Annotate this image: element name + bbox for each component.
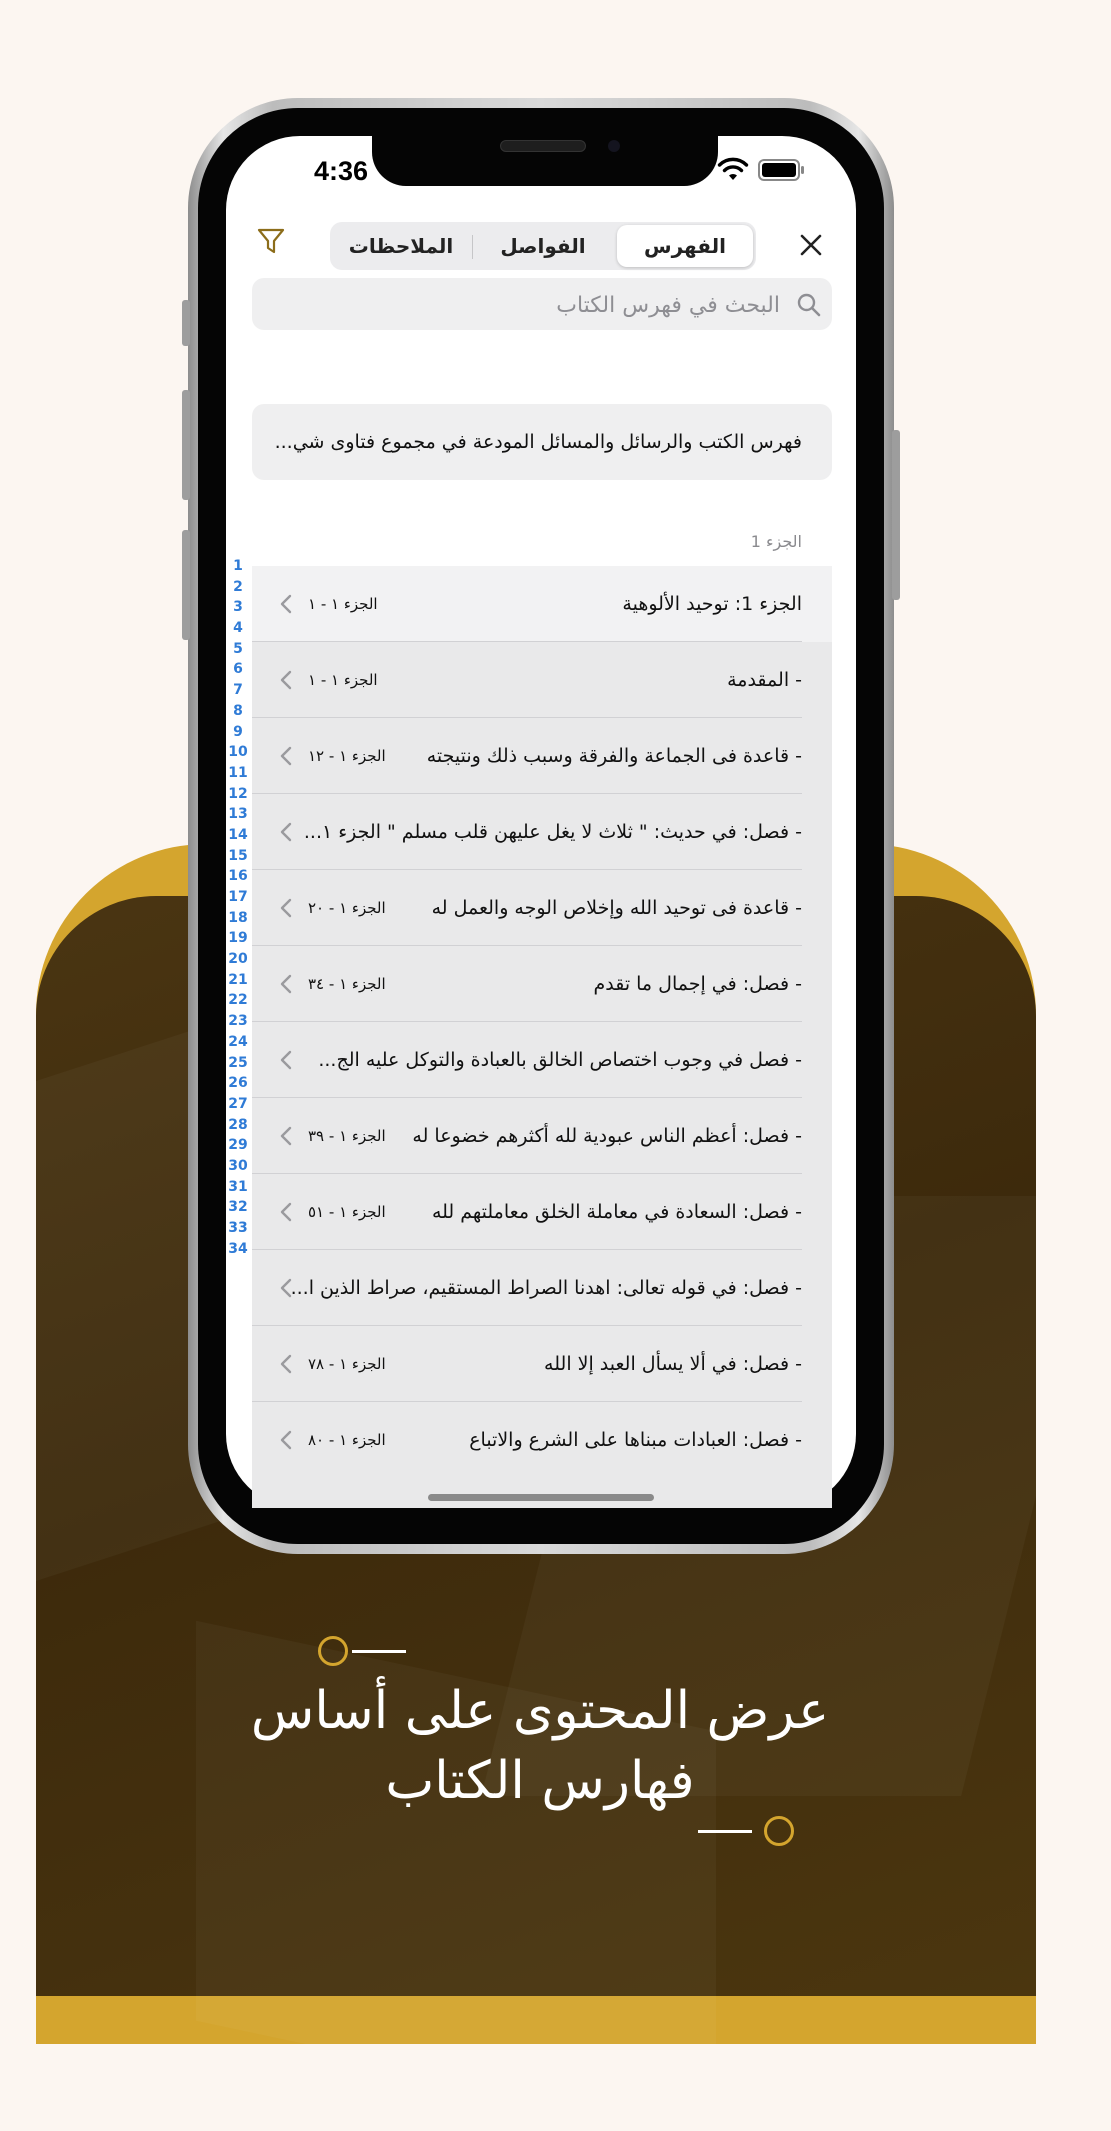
status-time: 4:36 [314, 156, 369, 186]
index-strip-number[interactable]: 29 [228, 1137, 248, 1154]
index-strip-number[interactable]: 5 [233, 640, 243, 657]
list-item[interactable] [252, 1174, 832, 1250]
tagline-line-1: عرض المحتوى على أساس [250, 1681, 830, 1741]
list-item[interactable] [252, 1098, 832, 1174]
list-item-title: - فصل: العبادات مبناها على الشرع والاتباع [469, 1429, 802, 1451]
index-list [252, 566, 832, 1508]
index-strip-number[interactable]: 24 [228, 1033, 248, 1050]
notch [372, 136, 718, 186]
section-header: الجزء 1 [750, 532, 802, 551]
list-item-ref: الجزء ١ - ٨٠ [308, 1431, 386, 1449]
list-item[interactable] [252, 1250, 832, 1326]
book-title: فهرس الكتب والرسائل والمسائل المودعة في مجموع فتاوى شي... [274, 431, 802, 453]
index-strip-number[interactable]: 14 [228, 826, 248, 843]
list-item-ref: الجزء ١ - ٥١ [308, 1203, 386, 1221]
index-strip-number[interactable]: 30 [228, 1157, 248, 1174]
list-item-title: - قاعدة فى الجماعة والفرقة وسبب ذلك ونتيجته [426, 745, 802, 767]
index-strip-number[interactable]: 28 [228, 1116, 248, 1133]
index-strip-number[interactable]: 18 [228, 909, 248, 926]
phone-volume-down [182, 530, 190, 640]
decoration-line-top [352, 1650, 406, 1653]
index-strip-number[interactable]: 22 [228, 992, 248, 1009]
close-button[interactable] [796, 230, 826, 260]
tab-bookmarks[interactable]: الفواصل [500, 234, 586, 258]
index-strip-number[interactable]: 23 [228, 1013, 248, 1030]
index-strip-number[interactable]: 6 [233, 661, 243, 678]
chevron-left-icon [280, 898, 292, 918]
list-item-ref: الجزء ١ - ١ [308, 671, 378, 689]
chevron-left-icon [280, 1126, 292, 1146]
decoration-circle-top [318, 1636, 348, 1666]
index-strip-number[interactable]: 10 [228, 744, 248, 761]
phone-screen [226, 136, 856, 1508]
index-strip-number[interactable]: 8 [233, 702, 243, 719]
tab-notes[interactable]: الملاحظات [348, 234, 454, 258]
battery-icon [758, 158, 806, 182]
index-strip-number[interactable]: 20 [228, 951, 248, 968]
index-strip-number[interactable]: 2 [233, 578, 243, 595]
phone-volume-up [182, 390, 190, 500]
index-strip-number[interactable]: 17 [228, 889, 248, 905]
tab-index[interactable]: الفهرس [617, 225, 753, 267]
search-icon [796, 292, 822, 318]
list-item[interactable] [252, 870, 832, 946]
decoration-circle-bottom [764, 1816, 794, 1846]
chevron-left-icon [280, 1354, 292, 1374]
chevron-left-icon [280, 670, 292, 690]
search-input[interactable] [278, 278, 782, 332]
chevron-left-icon [280, 1278, 292, 1298]
book-title-card[interactable] [252, 404, 832, 480]
index-strip-number[interactable]: 27 [228, 1095, 248, 1112]
list-item-title: - فصل: أعظم الناس عبودية لله أكثرهم خضوعا له [412, 1125, 802, 1147]
home-indicator[interactable] [428, 1494, 654, 1501]
chevron-left-icon [280, 746, 292, 766]
index-strip-number[interactable]: 26 [228, 1075, 248, 1092]
list-item-title: الجزء 1: توحيد الألوهية [622, 593, 802, 615]
filter-icon [256, 226, 286, 256]
index-strip-number[interactable]: 15 [228, 847, 248, 864]
list-item-ref: الجزء ١ - ٣٤ [308, 975, 386, 993]
decoration-line-bottom [698, 1830, 752, 1833]
index-strip-number[interactable]: 1 [233, 558, 243, 574]
tagline-line-2: فهارس الكتاب [385, 1751, 695, 1811]
index-strip-number[interactable]: 13 [228, 806, 248, 823]
list-item[interactable] [252, 1326, 832, 1402]
list-item[interactable] [252, 642, 832, 718]
list-item[interactable] [252, 794, 832, 870]
index-strip-number[interactable]: 33 [228, 1220, 248, 1236]
list-item-title: - فصل: في إجمال ما تقدم [593, 973, 802, 995]
list-item-title: - فصل: السعادة في معاملة الخلق معاملتهم لله [431, 1201, 802, 1223]
list-item[interactable] [252, 718, 832, 794]
list-item-title: - فصل: في ألا يسأل العبد إلا الله [544, 1353, 802, 1375]
index-strip-number[interactable]: 21 [228, 971, 248, 988]
index-strip-number[interactable]: 32 [228, 1199, 248, 1216]
list-item-ref: الجزء ١ - ١ [308, 595, 378, 613]
chevron-left-icon [280, 822, 292, 842]
list-item[interactable] [252, 946, 832, 1022]
list-item-title: - فصل في وجوب اختصاص الخالق بالعبادة والتوكل عليه الج... [318, 1049, 802, 1071]
list-item[interactable] [252, 566, 832, 642]
list-item-ref: الجزء ١ - ١٢ [308, 747, 386, 765]
list-item-title: - فصل: في حديث: " ثلاث لا يغل عليهن قلب مسلم " الجزء ١... [303, 821, 802, 843]
index-strip-number[interactable]: 9 [233, 723, 243, 740]
list-item-title: - فصل: في قوله تعالى: اهدنا الصراط المستقيم، صراط الذين ا... [290, 1277, 802, 1299]
index-strip-number[interactable]: 11 [228, 764, 248, 781]
chevron-left-icon [280, 594, 292, 614]
list-item-title: - قاعدة فى توحيد الله وإخلاص الوجه والعمل له [431, 897, 802, 919]
chevron-left-icon [280, 1202, 292, 1222]
section-index-strip[interactable] [226, 556, 250, 1259]
index-strip-number[interactable]: 16 [228, 868, 248, 885]
index-strip-number[interactable]: 31 [228, 1178, 248, 1195]
index-strip-number[interactable]: 7 [233, 682, 243, 699]
list-item-title: - المقدمة [727, 669, 802, 691]
list-item-ref: الجزء ١ - ٢٠ [308, 899, 386, 917]
list-item-ref: الجزء ١ - ٧٨ [308, 1355, 386, 1373]
front-camera [608, 140, 620, 152]
list-item-ref: الجزء ١ - ٣٩ [308, 1127, 386, 1145]
index-strip-number[interactable]: 34 [228, 1240, 248, 1257]
index-strip-number[interactable]: 3 [233, 599, 243, 616]
chevron-left-icon [280, 974, 292, 994]
search-bar [252, 278, 832, 330]
chevron-left-icon [280, 1050, 292, 1070]
index-strip-number[interactable]: 19 [228, 930, 248, 947]
close-icon [800, 234, 822, 256]
list-item[interactable] [252, 1402, 832, 1478]
index-strip-number[interactable]: 12 [228, 785, 248, 802]
phone-power-button [892, 430, 900, 600]
index-strip-number[interactable]: 4 [233, 620, 243, 637]
wifi-icon [716, 158, 750, 182]
tab-switcher [330, 222, 756, 270]
chevron-left-icon [280, 1430, 292, 1450]
speaker [500, 140, 586, 152]
phone-mute-switch [182, 300, 190, 346]
index-strip-number[interactable]: 25 [228, 1054, 248, 1071]
filter-button[interactable] [256, 226, 286, 260]
tab-divider [472, 235, 473, 259]
list-item[interactable] [252, 1022, 832, 1098]
